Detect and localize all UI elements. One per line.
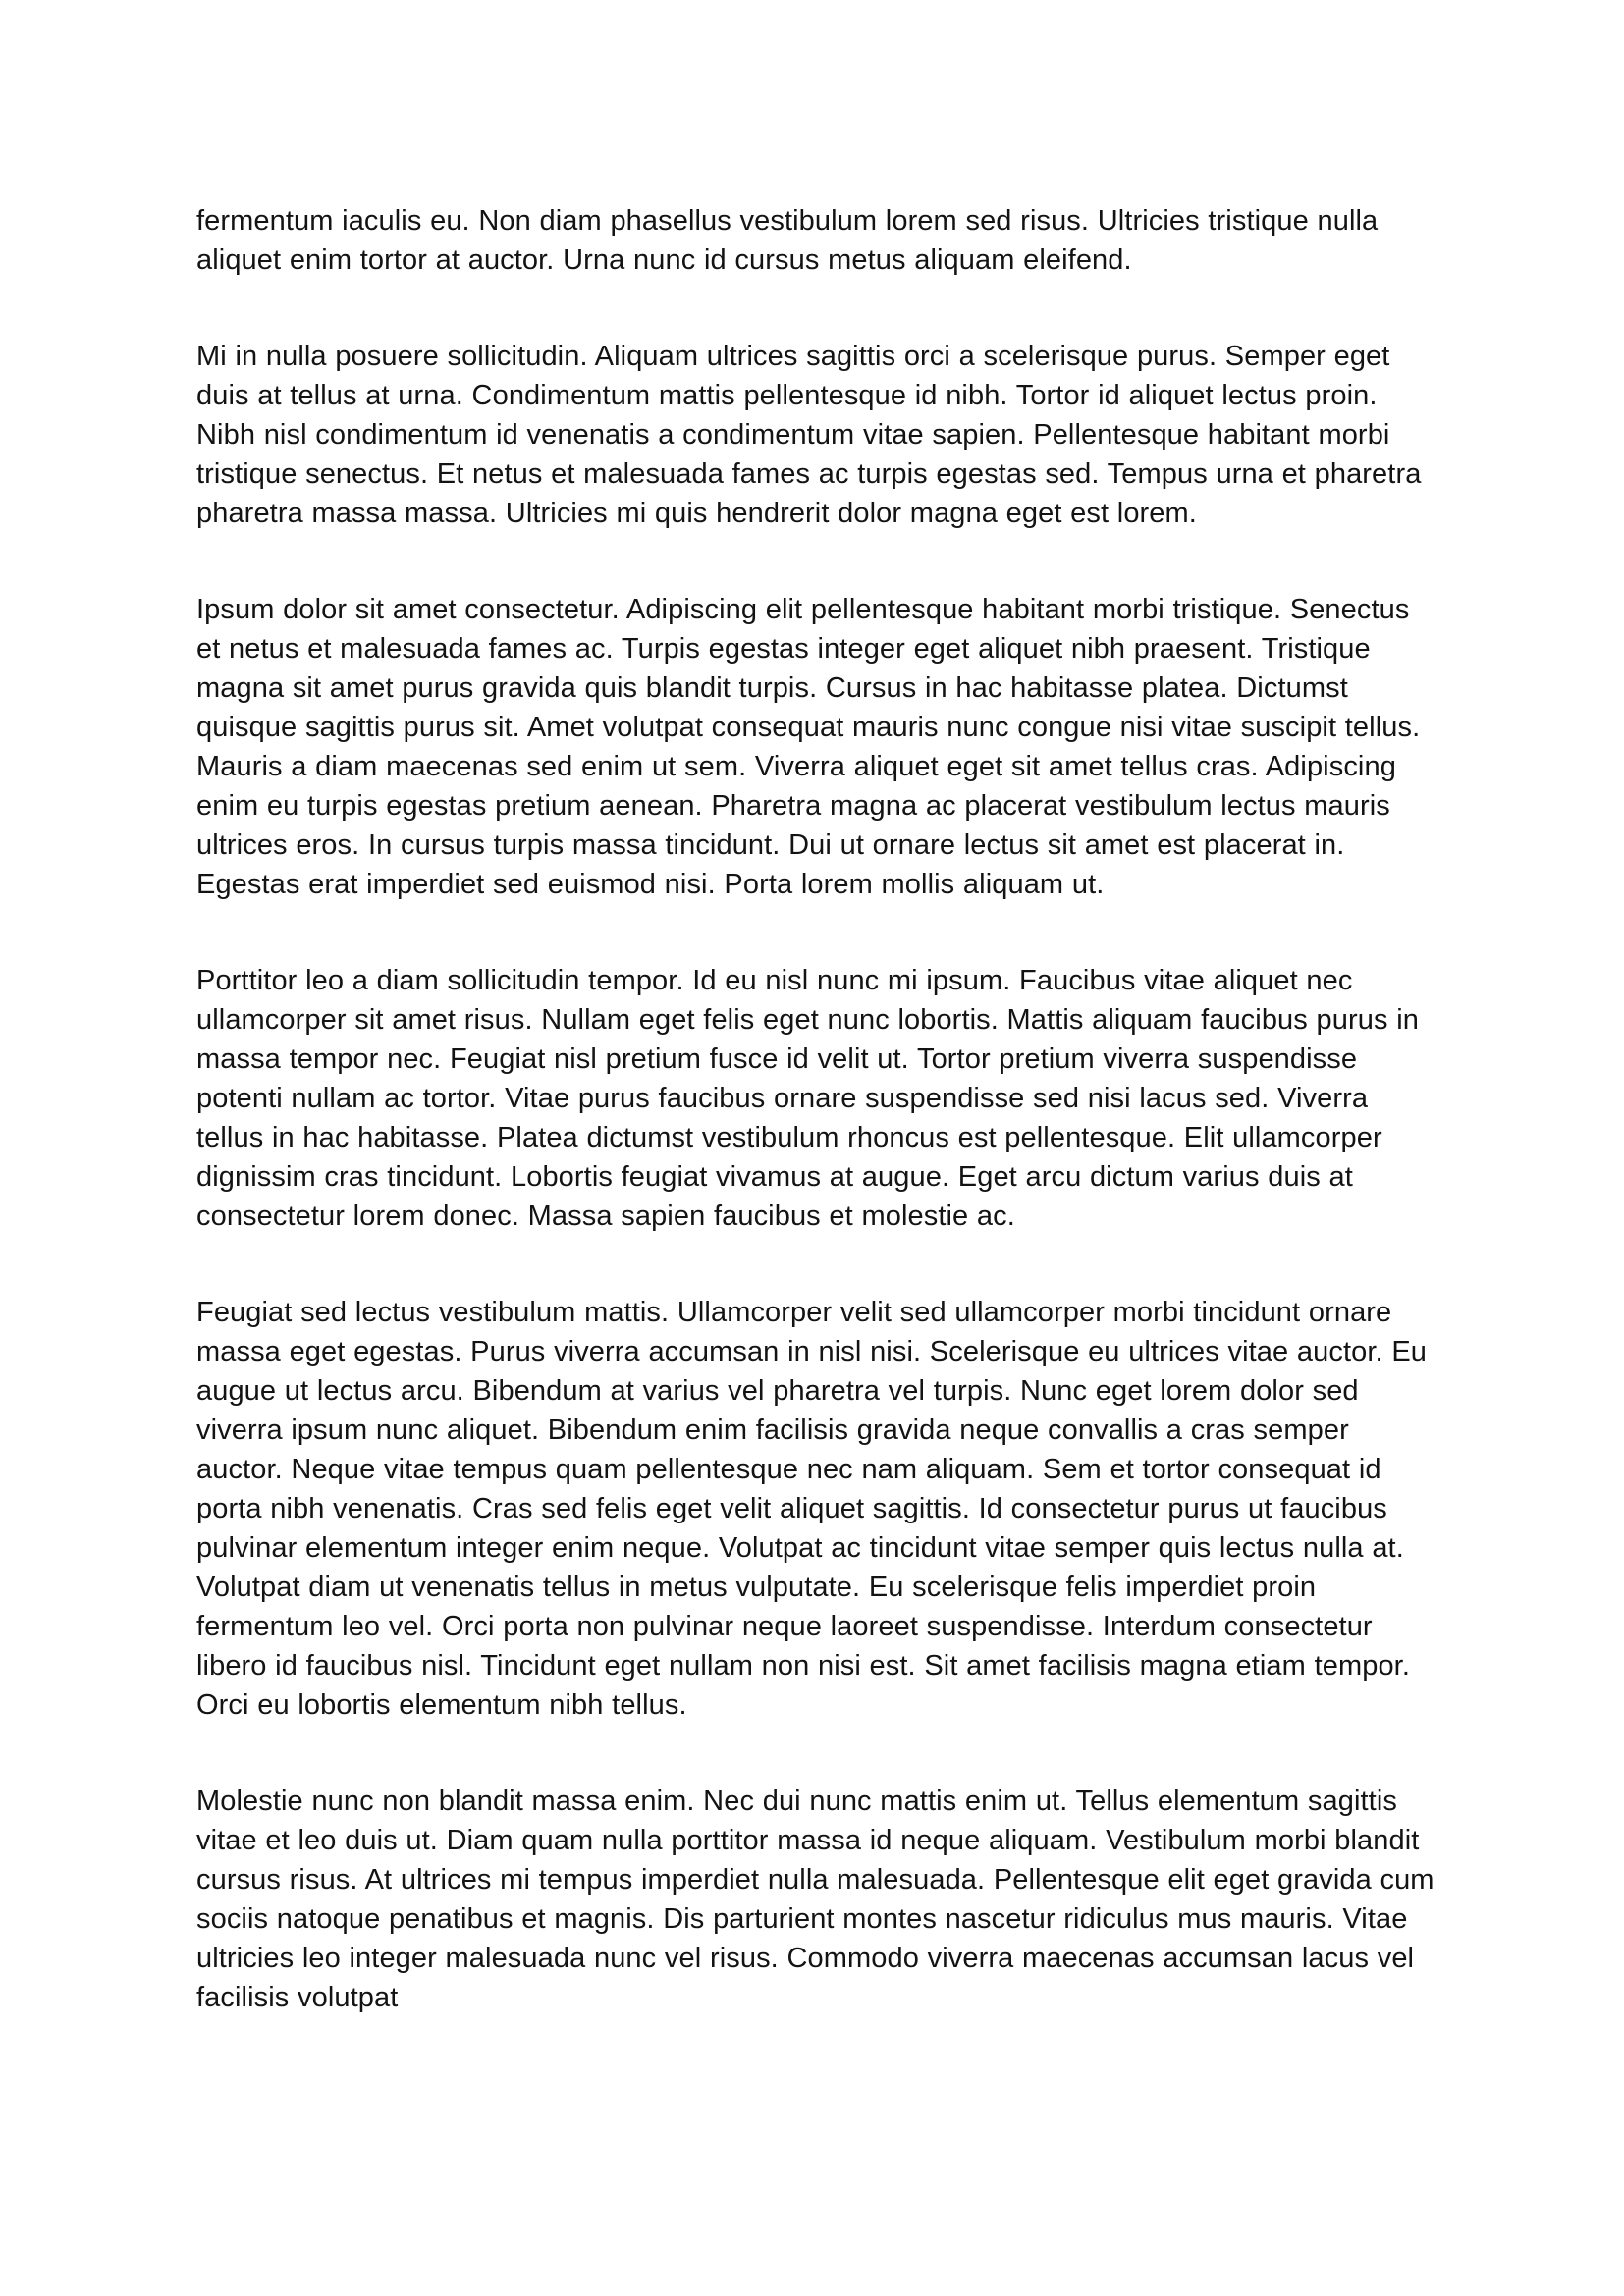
paragraph: Porttitor leo a diam sollicitudin tempor. Id eu nisl nunc mi ipsum. Faucibus vitae aliquet nec ullamcorper sit amet risus. Nullam eget felis eget nunc lobortis. Mattis aliquam faucibus purus in massa tempor nec. Feugiat nisl pretium fusce id velit ut. Tortor pretium viverra suspendisse potenti nullam ac tortor. Vitae purus faucibus ornare suspendisse sed nisi lacus sed. Viverra tellus in hac habitasse. Platea dictumst vestibulum rhoncus est pellentesque. Elit ullamcorper dignissim cras tincidunt. Lobortis feugiat vivamus at augue. Eget arcu dictum varius duis at consectetur lorem donec. Massa sapien faucibus et molestie ac.	[196, 965, 1420, 1232]
document-body	[196, 201, 1435, 2017]
paragraph: Feugiat sed lectus vestibulum mattis. Ullamcorper velit sed ullamcorper morbi tincidunt ornare massa eget egestas. Purus viverra accumsan in nisl nisi. Scelerisque eu ultrices vitae auctor. Eu augue ut lectus arcu. Bibendum at varius vel pharetra vel turpis. Nunc eget lorem dolor sed viverra ipsum nunc aliquet. Bibendum enim facilisis gravida neque convallis a cras semper auctor. Neque vitae tempus quam pellentesque nec nam aliquam. Sem et tortor consequat id porta nibh venenatis. Cras sed felis eget velit aliquet sagittis. Id consectetur purus ut faucibus pulvinar elementum integer enim neque. Volutpat ac tincidunt vitae semper quis lectus nulla at. Volutpat diam ut venenatis tellus in metus vulputate. Eu scelerisque felis imperdiet proin fermentum leo vel. Orci porta non pulvinar neque laoreet suspendisse. Interdum consectetur libero id faucibus nisl. Tincidunt eget nullam non nisi est. Sit amet facilisis magna etiam tempor. Orci eu lobortis elementum nibh tellus.	[196, 1297, 1428, 1721]
paragraph: fermentum iaculis eu. Non diam phasellus vestibulum lorem sed risus. Ultricies tristique nulla aliquet enim tortor at auctor. Urna nunc id cursus metus aliquam eleifend.	[196, 205, 1379, 276]
paragraph: Molestie nunc non blandit massa enim. Nec dui nunc mattis enim ut. Tellus elementum sagittis vitae et leo duis ut. Diam quam nulla porttitor massa id neque aliquam. Vestibulum morbi blandit cursus risus. At ultrices mi tempus imperdiet nulla malesuada. Pellentesque elit eget gravida cum sociis natoque penatibus et magnis. Dis parturient montes nascetur ridiculus mus mauris. Vitae ultricies leo integer malesuada nunc vel risus. Commodo viverra maecenas accumsan lacus vel facilisis volutpat	[196, 1786, 1435, 2013]
paragraph: Ipsum dolor sit amet consectetur. Adipiscing elit pellentesque habitant morbi tristique. Senectus et netus et malesuada fames ac. Turpis egestas integer eget aliquet nibh praesent. Tristique magna sit amet purus gravida quis blandit turpis. Cursus in hac habitasse platea. Dictumst quisque sagittis purus sit. Amet volutpat consequat mauris nunc congue nisi vitae suscipit tellus. Mauris a diam maecenas sed enim ut sem. Viverra aliquet eget sit amet tellus cras. Adipiscing enim eu turpis egestas pretium aenean. Pharetra magna ac placerat vestibulum lectus mauris ultrices eros. In cursus turpis massa tincidunt. Dui ut ornare lectus sit amet est placerat in. Egestas erat imperdiet sed euismod nisi. Porta lorem mollis aliquam ut.	[196, 594, 1421, 900]
paragraph: Mi in nulla posuere sollicitudin. Aliquam ultrices sagittis orci a scelerisque purus. Semper eget duis at tellus at urna. Condimentum mattis pellentesque id nibh. Tortor id aliquet lectus proin. Nibh nisl condimentum id venenatis a condimentum vitae sapien. Pellentesque habitant morbi tristique senectus. Et netus et malesuada fames ac turpis egestas sed. Tempus urna et pharetra pharetra massa massa. Ultricies mi quis hendrerit dolor magna eget est lorem.	[196, 341, 1422, 529]
